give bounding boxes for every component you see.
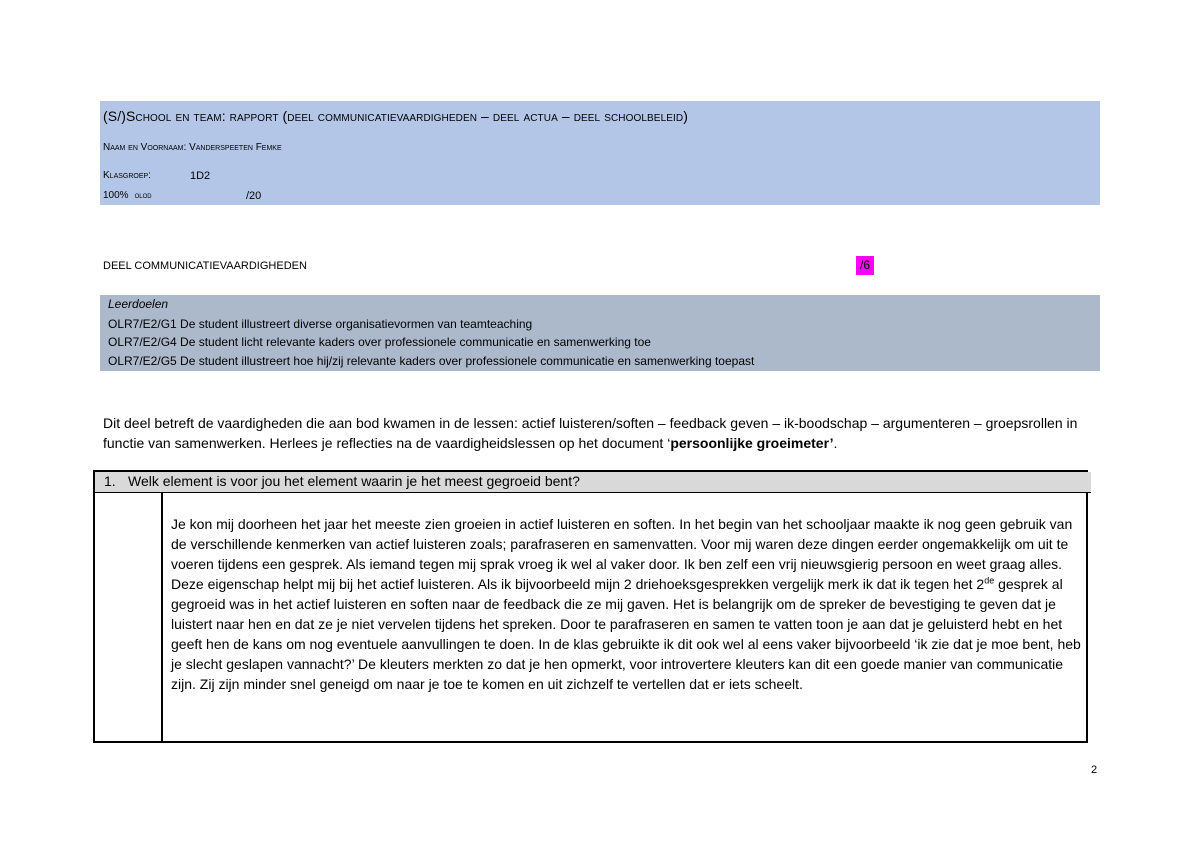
answer-superscript: de xyxy=(984,575,995,586)
table-column-divider xyxy=(161,493,163,741)
answer-part-1: Je kon mij doorheen het jaar het meeste zien groeien in actief luisteren en soften. In het begin van het schooljaar maakte ik nog geen gebruik van de verschillende kenmerken van actief luisteren zoals; parafraseren en samenvatten. Voor mij waren deze dingen eerder ongemakkelijk om uit te voeren tijdens een gesprek. Als iemand tegen mij sprak vroeg ik wel al vaker door. Ik ben zelf een vrij nieuwsgierig persoon en weet graag alles. Deze eigenschap helpt mij bij het actief luisteren. Als ik bijvoorbeeld mijn 2 driehoeksgesprekken vergelijk merk ik dat ik tegen het 2 xyxy=(171,516,1073,592)
goal-item: OLR7/E2/G1 De student illustreert diverse organisatievormen van teamteaching xyxy=(108,317,533,331)
class-label: Klasgroep: xyxy=(103,170,151,181)
answer-text xyxy=(171,514,1089,694)
score-percent: 100% xyxy=(103,190,129,201)
score-label xyxy=(103,190,152,201)
question-number: 1. xyxy=(104,473,116,489)
goal-item: OLR7/E2/G5 De student illustreert hoe hij/zij relevante kaders over professionele communicatie en samenwerking toepast xyxy=(108,354,755,368)
class-value: 1D2 xyxy=(190,170,211,182)
score-olod: olod xyxy=(134,191,152,200)
intro-end: . xyxy=(833,435,838,451)
report-title: (S/)School en team: rapport (deel communicatievaardigheden – deel actua – deel schoolbeleid) xyxy=(103,108,688,124)
intro-paragraph xyxy=(103,413,1103,453)
student-name: Naam en Voornaam: Vanderspeeten Femke xyxy=(103,142,282,153)
answer-part-2: gesprek al gegroeid was in het actief luisteren en soften naar de feedback die ze mij gaven. Het is belangrijk om de spreker de bevestiging te geven dat je luistert naar hen en dat ze je niet vervelen tijdens het spreken. Door te parafraseren en samen te vatten toon je aan dat je geluisterd hebt en het geeft hen de kans om nog eventuele aanvullingen te doen. In de klas gebruikte ik dit ook wel al eens vaker bijvoorbeeld ‘ik zie dat je moe bent, heb je slecht geslapen vannacht?’ De kleuters merkten zo dat je hen opmerkt, voor introvertere kleuters kan dit een goede manier van communicatie zijn. Zij zijn minder snel geneigd om naar je toe te komen en uit zichzelf te vertellen dat er iets scheelt. xyxy=(171,576,1081,692)
question-text: Welk element is voor jou het element waarin je het meest gegroeid bent? xyxy=(128,473,580,489)
goal-item: OLR7/E2/G4 De student licht relevante kaders over professionele communicatie en samenwerking toe xyxy=(108,335,651,349)
page-number: 2 xyxy=(1091,764,1098,776)
goals-title: Leerdoelen xyxy=(108,297,169,311)
section-score: /6 xyxy=(856,256,874,275)
intro-text: Dit deel betreft de vaardigheden die aan bod kwamen in de lessen: actief luisteren/soften – feedback geven – ik-boodschap – argumenteren – groepsrollen in functie van samenwerken. Herlees je reflecties na de vaardigheidslessen op het document ‘ xyxy=(103,415,1078,451)
intro-bold-document: persoonlijke groeimeter’ xyxy=(670,435,834,451)
score-value: /20 xyxy=(246,190,262,202)
section-title: DEEL COMMUNICATIEVAARDIGHEDEN xyxy=(103,260,307,272)
